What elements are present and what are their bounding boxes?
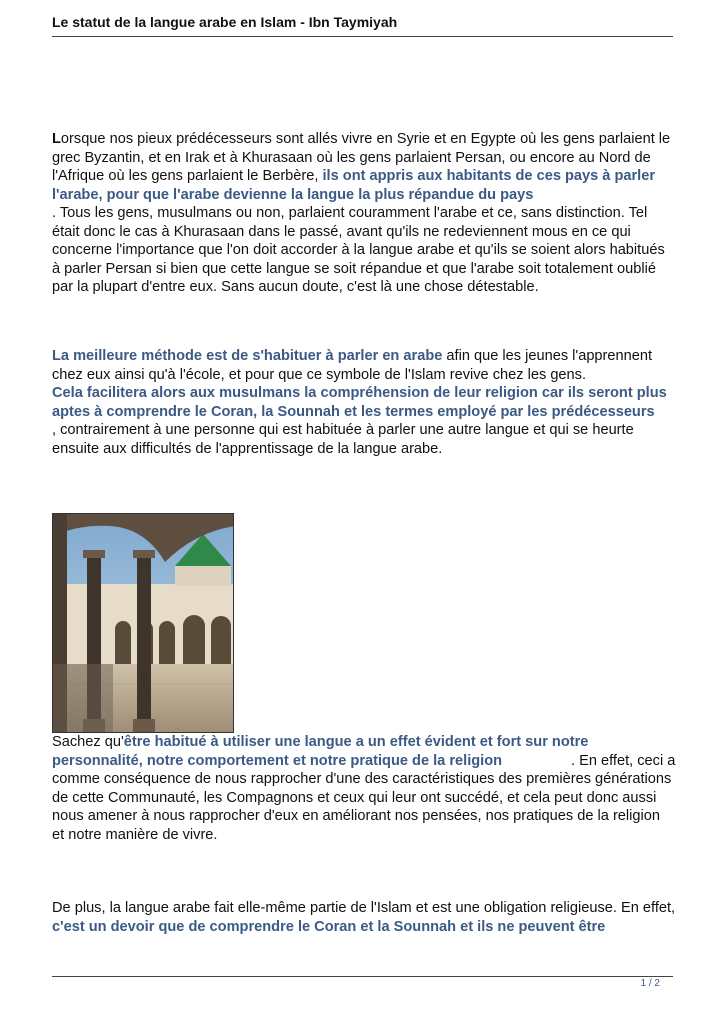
paragraph-4	[52, 899, 676, 936]
p1-text-2: . Tous les gens, musulmans ou non, parlaient couramment l'arabe et ce, sans distinction. Tel était donc le cas à Khurasaan dans le passé, avant qu'ils ne redeviennent mous en ce qui concerne l'importance que l'on doit accorder à la langue arabe et qu'ils se soient alors habitués à parler Persan si bien que cette langue se soit répandue et que l'arabe soit totalement oublié par la plupart d'entre eux. Sans aucun doute, c'est là une chose détestable.	[52, 205, 665, 295]
p1-text-1: orsque nos pieux prédécesseurs sont allés vivre en Syrie et en Egypte où les gens parlaient le grec Byzantin, et en Irak et à Khurasaan où les gens parlaient Persan, ou encore au Nord de l'Afrique où les gens parlaient le Berbère,	[52, 131, 671, 184]
p4-highlight-1: c'est un devoir que de comprendre le Coran et la Sounnah et ils ne peuvent être	[52, 918, 606, 935]
mosque-courtyard-photo	[52, 513, 234, 733]
header-divider	[52, 36, 673, 37]
page-title: Le statut de la langue arabe en Islam - Ibn Taymiyah	[52, 14, 398, 30]
paragraph-2	[52, 347, 676, 458]
p2-highlight-2: Cela facilitera alors aux musulmans la compréhension de leur religion car ils seront plus aptes à comprendre le Coran, la Sounnah et les termes employé par les prédécesseurs	[52, 385, 667, 420]
p2-highlight-1: La meilleure méthode est de s'habituer à parler en arabe	[52, 348, 443, 364]
page-number: 1 / 2	[640, 978, 660, 989]
p4-text-1: De plus, la langue arabe fait elle-même partie de l'Islam et est une obligation religieuse. En effet,	[52, 900, 676, 916]
p2-text-2: , contrairement à une personne qui est habituée à parler une autre langue et qui se heurte ensuite aux difficultés de l'apprentissage de la langue arabe.	[52, 422, 634, 457]
footer-divider	[52, 976, 673, 977]
paragraph-3	[52, 733, 676, 844]
drop-initial: L	[52, 131, 61, 147]
mosque-photo-svg	[53, 514, 234, 733]
p1-highlight-1: ils ont appris aux habitants de ces pays à parler l'arabe, pour que l'arabe devienne la langue la plus répandue du pays	[52, 168, 656, 203]
p3-text-2: . En effet, ceci a comme conséquence de nous rapprocher d'une des caractéristiques des premières générations de cette Communauté, les Compagnons et ceux qui leur ont succédé, et cela peut donc aussi nous amener à nous rapprocher d'eux en améliorant nos pensées, nos pratiques de la religion et notre manière de vivre.	[52, 752, 676, 843]
paragraph-1	[52, 130, 676, 297]
p2-text-1: afin que les jeunes l'apprennent chez eux ainsi qu'à l'école, et pour que ce symbole de l'Islam revive chez les gens.	[52, 348, 653, 383]
p3-text-1: Sachez qu'	[52, 734, 124, 750]
p3-highlight-1: être habitué à utiliser une langue a un effet évident et fort sur notre personnalité, notre comportement et notre pratique de la religion	[52, 734, 589, 769]
